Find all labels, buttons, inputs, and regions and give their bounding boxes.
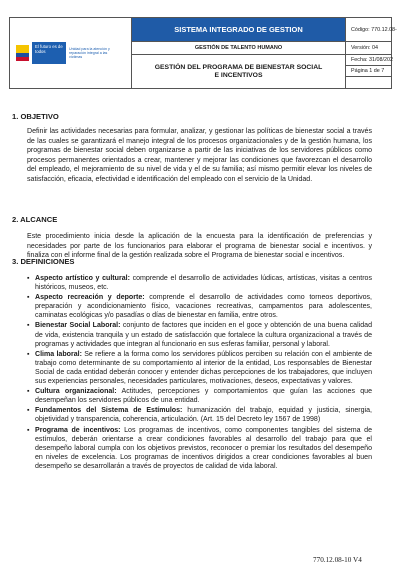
definition-item: ▪ Fundamentos del Sistema de Estímulos: humanización del trabajo, equidad y justicia, sinergia, objetividad y transparencia, coherencia, articulación. (Art. 15 del Decreto ley 1567 de 1998) <box>27 406 372 424</box>
objetivo-text: Definir las actividades necesarias para formular, analizar, y gestionar las políticas de bienestar social a través de las cuales se garantizará el manejo integral de los procesos organizacionales y de la gestión humana, los programas de bienestar social deben organizarse a partir de las iniciativas de los servidores públicos como procesos permanentes orientados a crear, mantener y mejorar las condiciones que favorezcan el desarrollo del empleado, el mejoramiento de su nivel de vida y el de su familia; así mismo permitir elevar los niveles de satisfacción, eficacia, efectividad e identificación del empleado con el servicio de la Unidad. <box>27 128 372 183</box>
definition-item: ▪ Bienestar Social Laboral: conjunto de factores que inciden en el goce y obtención de una buena calidad de vida, existencia tranquila y un estado de satisfacción que fortalece la cultura organizacional a través de programas y actividades que integran al funcionario en sus esferas familiar, personal y laboral. <box>27 321 372 348</box>
alcance-text: Este procedimiento inicia desde la aplicación de la encuesta para la identificación de preferencias y necesidades por parte de los funcionarios para elaborar el programa de bienestar social e incentivos. y finaliza con el informe final de la gestión realizada sobre el Programa de bienestar social e incentivos. <box>27 233 372 260</box>
document-meta <box>345 18 397 88</box>
area-title: GESTIÓN DE TALENTO HUMANO <box>132 42 345 55</box>
definition-item: ▪ Aspecto artístico y cultural: comprende el desarrollo de actividades lúdicas, artísticas, visitas a centros históricos, museos, etc. <box>27 274 372 292</box>
definition-item: ▪ Aspecto recreación y deporte: comprende el desarrollo de actividades como torneos deportivos, preparación y acondicionamiento físico, vacaciones recreativas, campamentos para adolescentes, caminatas ecológicas y/o pasadías o días de bienestar en familia, entre otros. <box>27 293 372 320</box>
footer-code: 770.12.08-10 V4 <box>313 556 362 564</box>
section-heading-definiciones: 3. DEFINICIONES <box>12 257 75 266</box>
document-date: Fecha: 31/08/202 <box>346 55 392 66</box>
document-code: Código: 770.12.08- <box>346 18 392 42</box>
colombia-seal-icon <box>16 45 29 61</box>
government-logo: El futuro es de todos <box>32 42 66 64</box>
unit-logo-text: Unidad para la atención y reparación integral a las víctimas <box>69 46 110 60</box>
document-header <box>9 17 397 89</box>
procedure-title: GESTIÓN DEL PROGRAMA DE BIENESTAR SOCIAL E INCENTIVOS <box>154 63 323 79</box>
page-number: Página 1 de 7 <box>346 66 392 77</box>
definition-item: ▪ Cultura organizacional: Actitudes, percepciones y comportamientos que guían las acciones que desempeñan los servidores públicos de una entidad. <box>27 387 372 405</box>
section-heading-alcance: 2. ALCANCE <box>12 215 58 224</box>
logo-cell <box>10 18 132 88</box>
definition-item: ▪ Programa de incentivos: Los programas de incentivos, como componentes tangibles del sistema de estímulos, deberán orientarse a crear condiciones favorables al desarrollo del trabajo para que el desempeño laboral cumpla con los objetivos previstos, reconocer o premiar los resultados del desempeño en niveles de excelencia. Los programas de incentivos dirigidos a crear condiciones favorables al buen desempeño se desarrollarán a través de proyectos de calidad de vida laboral. <box>27 426 372 471</box>
section-heading-objetivo: 1. OBJETIVO <box>12 112 59 121</box>
document-version: Versión: 04 <box>346 42 392 55</box>
definitions-list <box>27 274 372 472</box>
definition-item: ▪ Clima laboral: Se refiere a la forma como los servidores públicos perciben su relación con el ambiente de trabajo como determinante de su comportamiento al interior de la entidad, Los responsables de Bienestar Social de cada entidad deberán conocer y entender dichas percepciones de los trabajadores, que incluyen sus experiencias personales, necesidades particulares, motivaciones, deseos, expectativas y valores. <box>27 350 372 386</box>
system-title: SISTEMA INTEGRADO DE GESTION <box>132 18 345 42</box>
